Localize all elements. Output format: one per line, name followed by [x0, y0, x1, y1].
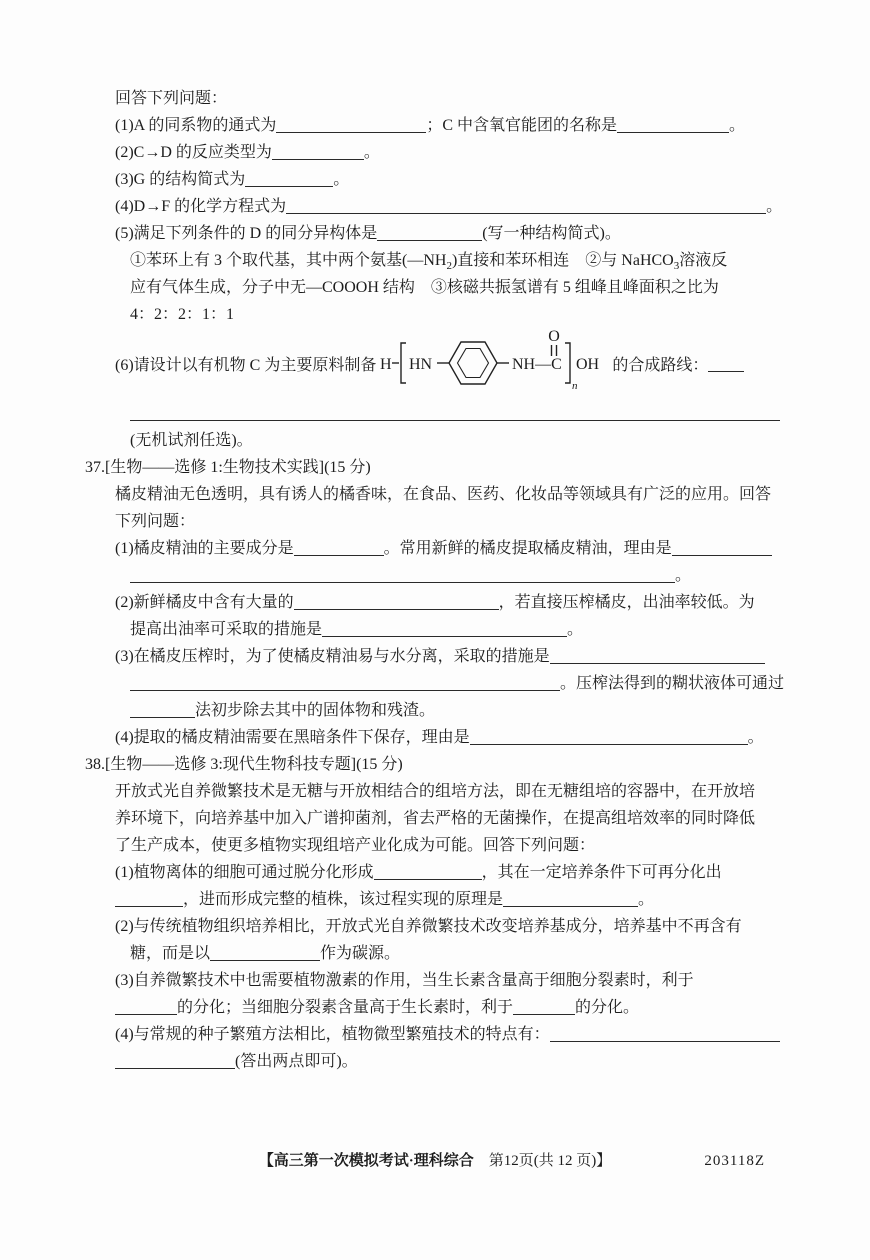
ratio-line	[85, 301, 795, 328]
structure-svg	[378, 329, 610, 393]
answer-blank	[550, 1026, 780, 1042]
text-run: ；C 中含氧官能团的名称是	[426, 117, 618, 134]
text-run: (1)植物离体的细胞可通过脱分化形成	[115, 864, 374, 881]
open-bracket	[401, 343, 406, 383]
answer-blank	[294, 594, 499, 610]
question-37-2	[85, 589, 795, 616]
passage-line	[85, 481, 795, 508]
text-run: 提高出油率可采取的措施是	[130, 621, 323, 638]
benzene-ring-inner	[458, 348, 489, 377]
answer-blank	[272, 144, 364, 160]
text-run: (4)与常规的种子繁殖方法相比，植物微型繁殖技术的特点有：	[115, 1026, 550, 1043]
question-37-1	[85, 535, 795, 562]
text-run: 。	[729, 117, 746, 134]
answer-blank	[130, 567, 675, 583]
passage-line	[85, 508, 795, 535]
text-run: 橘皮精油无色透明，具有诱人的橘香味，在食品、医药、化妆品等领域具有广泛的应用。回答	[115, 486, 772, 503]
struct-label-hn: HN	[409, 355, 433, 373]
question-36-5	[85, 220, 795, 247]
text-run: 回答下列问题：	[115, 90, 228, 107]
text-run: 溶液反	[679, 252, 728, 269]
polymer-structure-formula	[378, 329, 610, 402]
footer-page-number: 第12页(共 12 页)】	[473, 1153, 612, 1169]
answer-blank	[503, 891, 638, 907]
answer-blank	[115, 1053, 235, 1069]
answer-blank	[377, 225, 482, 241]
question-37-2-cont	[85, 616, 795, 643]
question-38-3	[85, 967, 795, 994]
answer-blank	[130, 702, 195, 718]
question-37-3-cont	[85, 697, 795, 724]
answer-blank	[374, 864, 482, 880]
answer-prompt	[85, 85, 795, 112]
text-run: 的分化。	[575, 999, 640, 1016]
text-run: 。	[747, 729, 764, 746]
text-run: (5)满足下列条件的 D 的同分异构体是	[115, 225, 378, 242]
question-38-1-cont	[85, 886, 795, 913]
text-run: 。	[363, 144, 380, 161]
struct-label-o: O	[548, 328, 561, 345]
text-run: 。	[567, 621, 584, 638]
answer-blank	[294, 540, 384, 556]
text-run: (1)橘皮精油的主要成分是	[115, 540, 294, 557]
answer-blank	[550, 648, 765, 664]
text-run: ，进而形成完整的植株，该过程实现的原理是	[183, 891, 504, 908]
section-37-header	[85, 454, 795, 481]
text-run: 4：2：2：1：1	[130, 306, 235, 323]
text-run: 糖，而是以	[130, 945, 211, 962]
answer-blank	[210, 945, 320, 961]
text-run: (4)D→F 的化学方程式为	[115, 198, 287, 215]
answer-blank	[470, 729, 748, 745]
struct-label-nhc: NH—C	[512, 355, 563, 373]
answer-blank	[708, 359, 744, 372]
text-run: 的合成路线：	[612, 356, 709, 374]
answer-line	[85, 400, 795, 427]
note-line	[85, 427, 795, 454]
question-38-4-cont	[85, 1048, 795, 1075]
footer-exam-code: 203118Z	[704, 1153, 765, 1169]
struct-label-n: n	[572, 379, 578, 392]
text-run: (2)与传统植物组织培养相比，开放式光自养微繁技术改变培养基成分，培养基中不再含有	[115, 918, 742, 935]
condition-list-line	[85, 247, 795, 274]
text-run: 作为碳源。	[320, 945, 401, 962]
text-run: 开放式光自养微繁技术是无糖与开放相结合的组培方法，即在无糖组培的容器中，在开放培	[115, 783, 756, 800]
question-38-1	[85, 859, 795, 886]
text-run: (6)请设计以有机物 C 为主要原料制备	[115, 356, 377, 374]
text-run: )直接和苯环相连 ②与 NaHCO	[451, 252, 674, 269]
text-run: (写一种结构简式)。	[482, 225, 621, 242]
question-36-6	[85, 330, 795, 400]
text-run: 下列问题：	[115, 513, 196, 530]
exam-body	[85, 85, 795, 1075]
text-run: 养环境下，向培养基中加入广谱抑菌剂，省去严格的无菌操作，在提高组培效率的同时降低	[115, 810, 756, 827]
question-38-2	[85, 913, 795, 940]
text-run: 。	[333, 171, 350, 188]
text-run: 。	[638, 891, 655, 908]
passage-line	[85, 832, 795, 859]
subscript: 2	[446, 260, 452, 273]
text-run: ，其在一定培养条件下可再分化出	[481, 864, 722, 881]
answer-blank	[115, 999, 177, 1015]
answer-blank	[672, 540, 772, 556]
question-38-4	[85, 1021, 795, 1048]
text-run: 38.[生物——选修 3:现代生物科技专题](15 分)	[85, 756, 403, 773]
text-run: 应有气体生成，分子中无—COOOH 结构 ③核磁共振氢谱有 5 组峰且峰面积之比为	[130, 279, 719, 296]
text-run: (2)C→D 的反应类型为	[115, 144, 272, 161]
close-bracket	[565, 343, 570, 383]
text-run: 的分化；当细胞分裂素含量高于生长素时，利于	[177, 999, 514, 1016]
question-37-3-cont	[85, 670, 795, 697]
footer-title: 【高三第一次模拟考试·理科综合	[258, 1153, 474, 1169]
question-36-4	[85, 193, 795, 220]
answer-blank	[276, 117, 426, 133]
text-run: (答出两点即可)。	[235, 1053, 358, 1070]
answer-blank	[617, 117, 729, 133]
text-run: (3)自养微繁技术中也需要植物激素的作用，当生长素含量高于细胞分裂素时，利于	[115, 972, 694, 989]
answer-blank	[286, 198, 766, 214]
question-36-3	[85, 166, 795, 193]
footer-center	[259, 1153, 612, 1169]
condition-list-line	[85, 274, 795, 301]
answer-blank	[513, 999, 575, 1015]
text-run: 了生产成本，使更多植物实现组培产业化成为可能。回答下列问题：	[115, 837, 596, 854]
text-run: (无机试剂任选)。	[130, 432, 253, 449]
question-38-3-cont	[85, 994, 795, 1021]
passage-line	[85, 778, 795, 805]
text-run: (2)新鲜橘皮中含有大量的	[115, 594, 294, 611]
passage-line	[85, 805, 795, 832]
text-run: ①苯环上有 3 个取代基，其中两个氨基(—NH	[130, 252, 447, 269]
struct-label-h: H	[380, 355, 392, 373]
question-37-3	[85, 643, 795, 670]
text-run: ，若直接压榨橘皮，出油率较低。为	[498, 594, 755, 611]
answer-blank	[130, 405, 780, 421]
struct-label-oh: OH	[576, 355, 600, 373]
answer-blank	[245, 171, 333, 187]
text-run: 。	[675, 567, 692, 584]
footer	[0, 1150, 870, 1172]
text-run: (1)A 的同系物的通式为	[115, 117, 277, 134]
question-36-2	[85, 139, 795, 166]
text-run: 37.[生物——选修 1:生物技术实践](15 分)	[85, 459, 371, 476]
text-run: 。常用新鲜的橘皮提取橘皮精油，理由是	[383, 540, 672, 557]
text-run: (4)提取的橘皮精油需要在黑暗条件下保存，理由是	[115, 729, 470, 746]
section-38-header	[85, 751, 795, 778]
text-run: 法初步除去其中的固体物和残渣。	[195, 702, 436, 719]
answer-blank	[322, 621, 567, 637]
question-36-1	[85, 112, 795, 139]
answer-blank	[130, 675, 560, 691]
text-run: (3)在橘皮压榨时，为了使橘皮精油易与水分离，采取的措施是	[115, 648, 550, 665]
text-run: 。压榨法得到的糊状液体可通过	[560, 675, 785, 692]
text-run: 。	[766, 198, 783, 215]
question-38-2-cont	[85, 940, 795, 967]
text-run: (3)G 的结构简式为	[115, 171, 246, 188]
subscript: 3	[673, 260, 680, 273]
question-37-4	[85, 724, 795, 751]
answer-blank	[115, 891, 183, 907]
answer-line	[85, 562, 795, 589]
